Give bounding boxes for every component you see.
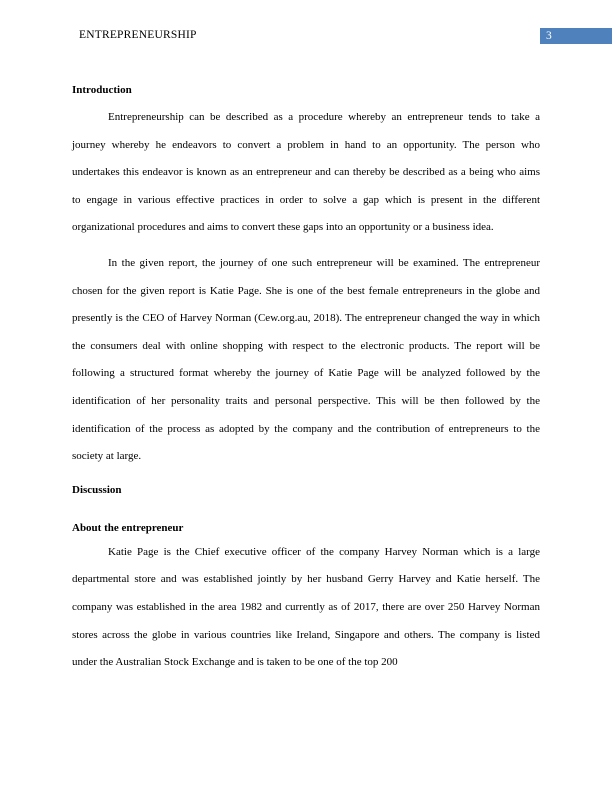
about-entrepreneur-heading: About the entrepreneur bbox=[72, 521, 184, 534]
introduction-heading: Introduction bbox=[72, 84, 132, 96]
discussion-heading: Discussion bbox=[72, 483, 122, 496]
paragraph-spacer bbox=[72, 242, 540, 250]
document-body bbox=[72, 81, 540, 677]
running-header-title: ENTREPRENEURSHIP bbox=[79, 29, 197, 41]
about-paragraph-1: Katie Page is the Chief executive officer of the company Harvey Norman which is a large departmental store and was established jointly by her husband Gerry Harvey and Katie herself. The company was established in the area 1982 and currently as of 2017, there are over 250 Harvey Norman stores across the globe in various countries like Ireland, Singapore and others. The company is listed under the Australian Stock Exchange and is taken to be one of the top 200 bbox=[72, 545, 540, 669]
intro-paragraph-2: In the given report, the journey of one such entrepreneur will be examined. The entrepreneur chosen for the given report is Katie Page. She is one of the best female entrepreneurs in the globe and presently is the CEO of Harvey Norman (Cew.org.au, 2018). The entrepreneur changed the way in which the consumers deal with online shopping with respect to the electronic products. The report will be following a structured format whereby the journey of Katie Page will be analyzed followed by the identification of her personality traits and personal perspective. This will be then followed by the identification of the process as adopted by the company and the contribution of entrepreneurs to the society at large. bbox=[72, 256, 540, 463]
page-number-badge: 3 bbox=[540, 28, 612, 44]
intro-paragraph-1: Entrepreneurship can be described as a procedure whereby an entrepreneur tends to take a journey whereby he endeavors to convert a problem in hand to an opportunity. The person who undertakes this endeavor is known as an entrepreneur and can thereby be described as a being who aims to engage in various effective practices in order to solve a gap which is present in the different organizational procedures and aims to convert these gaps into an opportunity or a business idea. bbox=[72, 111, 540, 234]
